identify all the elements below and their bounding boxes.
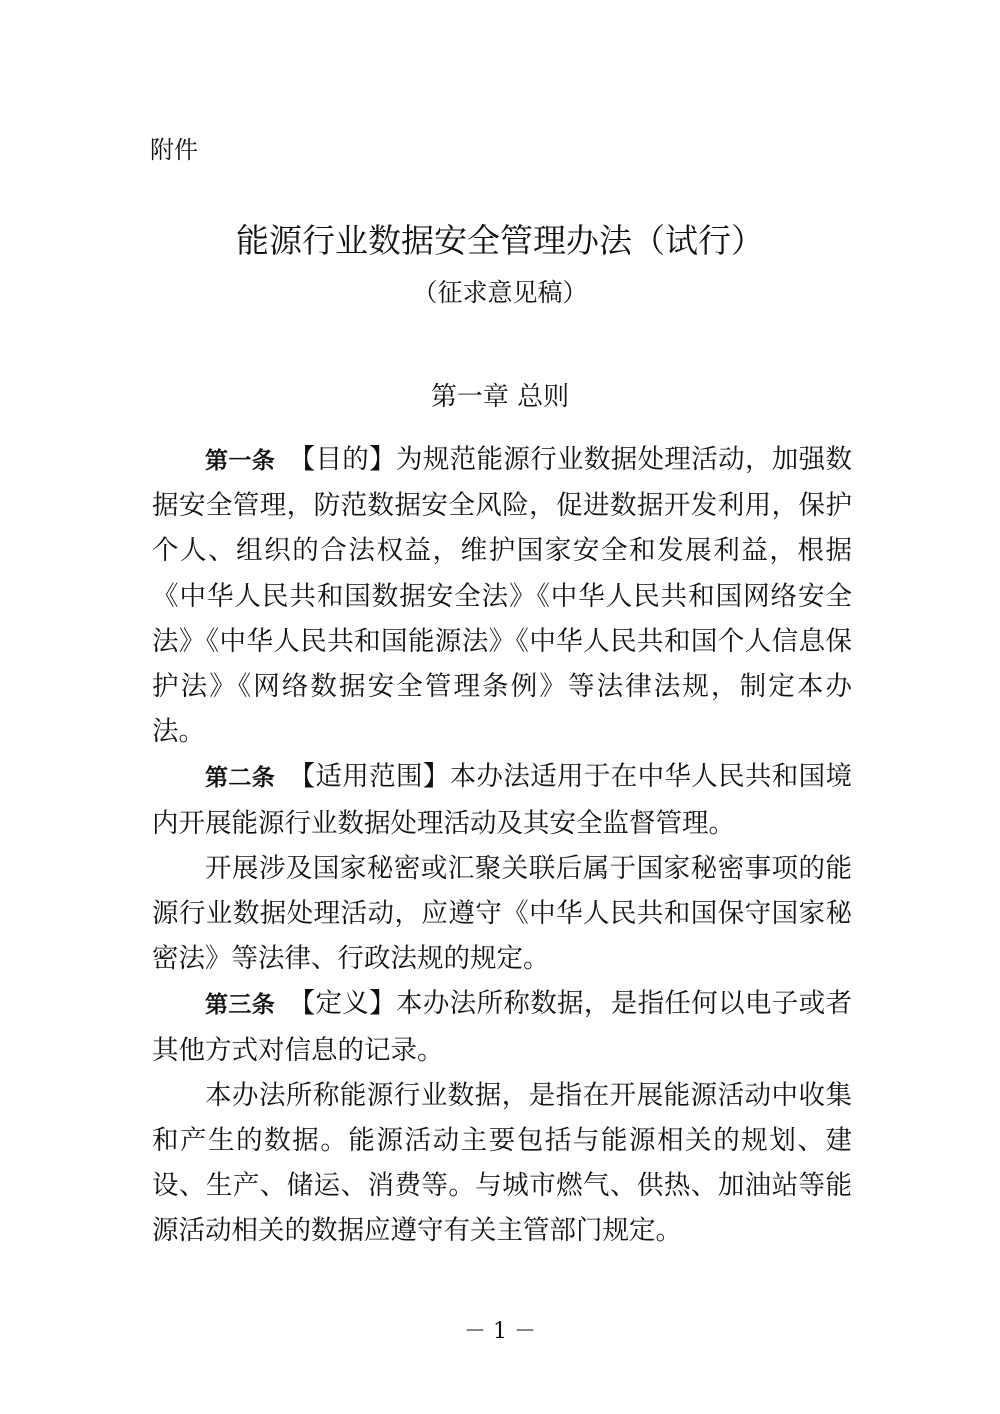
paragraph-article-2-clause xyxy=(152,846,852,982)
article-number: 第三条 xyxy=(205,991,276,1019)
attachment-label: 附件 xyxy=(150,136,198,164)
document-body xyxy=(152,437,852,1254)
document-title: 能源行业数据安全管理办法（试行） xyxy=(236,221,764,260)
paragraph-text: 【定义】本办法所称数据，是指任何以电子或者其他方式对信息的记录。 xyxy=(152,988,852,1066)
paragraph-text: 开展涉及国家秘密或汇聚关联后属于国家秘密事项的能源行业数据处理活动，应遵守《中华人民共和国保守国家秘密法》等法律、行政法规的规定。 xyxy=(152,852,852,975)
paragraph-text: 【适用范围】本办法适用于在中华人民共和国境内开展能源行业数据处理活动及其安全监督管理。 xyxy=(152,761,852,839)
page-number: － 1 － xyxy=(464,1319,536,1344)
paragraph-text: 本办法所称能源行业数据，是指在开展能源活动中收集和产生的数据。能源活动主要包括与能源相关的规划、建设、生产、储运、消费等。与城市燃气、供热、加油站等能源活动相关的数据应遵守有关主管部门规定。 xyxy=(152,1079,852,1247)
paragraph-article-2 xyxy=(152,754,852,845)
paragraph-article-3-clause xyxy=(152,1073,852,1254)
paragraph-article-3 xyxy=(152,981,852,1072)
article-number: 第一条 xyxy=(205,447,276,474)
document-subtitle: （征求意见稿） xyxy=(412,278,588,307)
paragraph-text: 【目的】为规范能源行业数据处理活动，加强数据安全管理，防范数据安全风险，促进数据开发利用，保护个人、组织的合法权益，维护国家安全和发展利益，根据《中华人民共和国数据安全法》《中华人民共和国网络安全法》《中华人民共和国能源法》《中华人民共和国个人信息保护法》《网络数据安全管理条例》等法律法规，制定本办法。 xyxy=(152,444,852,748)
article-number: 第二条 xyxy=(205,764,276,792)
paragraph-article-1 xyxy=(152,437,852,754)
chapter-heading: 第一章 总则 xyxy=(430,382,570,412)
